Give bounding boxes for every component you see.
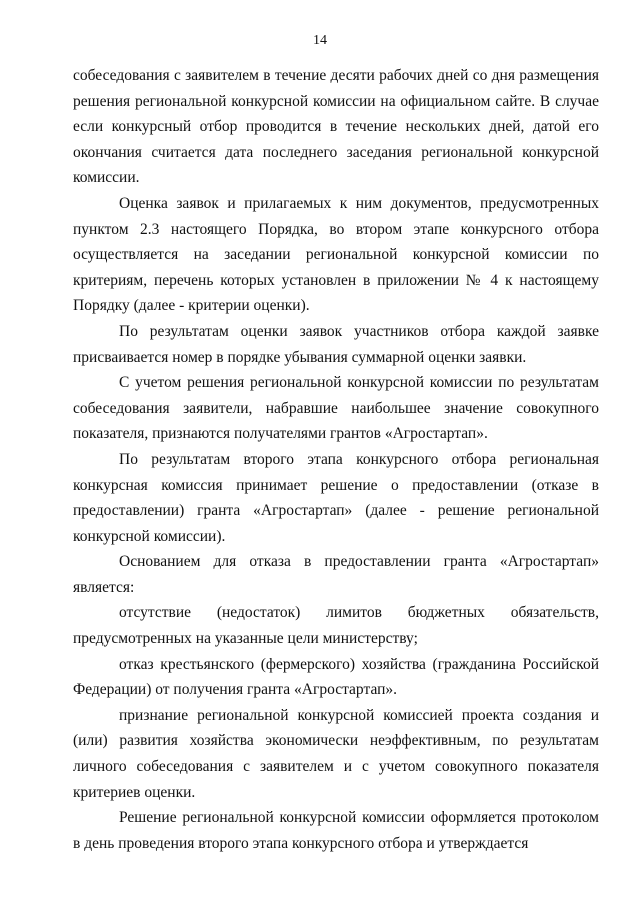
paragraph-3: По результатам оценки заявок участников отбора каждой заявке присваивается номер в порядке убывания суммарной оценки заявки. <box>73 322 599 366</box>
paragraph-8: отказ крестьянского (фермерского) хозяйства (гражданина Российской Федерации) от получения гранта «Агростартап». <box>73 655 599 699</box>
paragraph-4: С учетом решения региональной конкурсной комиссии по результатам собеседования заявители, набравшие наибольшее значение совокупного показателя, признаются получателями грантов «Агростартап». <box>73 374 599 443</box>
paragraph-2: Оценка заявок и прилагаемых к ним документов, предусмотренных пунктом 2.3 настоящего Порядка, во втором этапе конкурсного отбора осуществляется на заседании региональной конкурсной комиссии по критериям, перечень которых установлен в приложении № 4 к настоящему Порядку (далее - критерии оценки). <box>73 194 599 315</box>
paragraph-5: По результатам второго этапа конкурсного отбора региональная конкурсная комиссия принимает решение о предоставлении (отказе в предоставлении) гранта «Агростартап» (далее - решение региональной конкурсной комиссии). <box>73 450 599 545</box>
paragraph-10: Решение региональной конкурсной комиссии оформляется протоколом в день проведения второго этапа конкурсного отбора и утверждается <box>73 809 599 852</box>
page-number: 14 <box>313 33 327 48</box>
document-body <box>73 63 599 856</box>
paragraph-6: Основанием для отказа в предоставлении гранта «Агростартап» является: <box>73 553 599 596</box>
paragraph-7: отсутствие (недостаток) лимитов бюджетных обязательств, предусмотренных на указанные цели министерству; <box>73 604 599 648</box>
paragraph-1: собеседования с заявителем в течение десяти рабочих дней со дня размещения решения региональной конкурсной комиссии на официальном сайте. В случае если конкурсный отбор проводится в течение нескольких дней, датой его окончания считается дата последнего заседания региональной конкурсной комиссии. <box>73 67 599 187</box>
paragraph-9: признание региональной конкурсной комиссией проекта создания и (или) развития хозяйства экономически неэффективным, по результатам личного собеседования с заявителем и с учетом совокупного показателя критериев оценки. <box>73 706 599 801</box>
